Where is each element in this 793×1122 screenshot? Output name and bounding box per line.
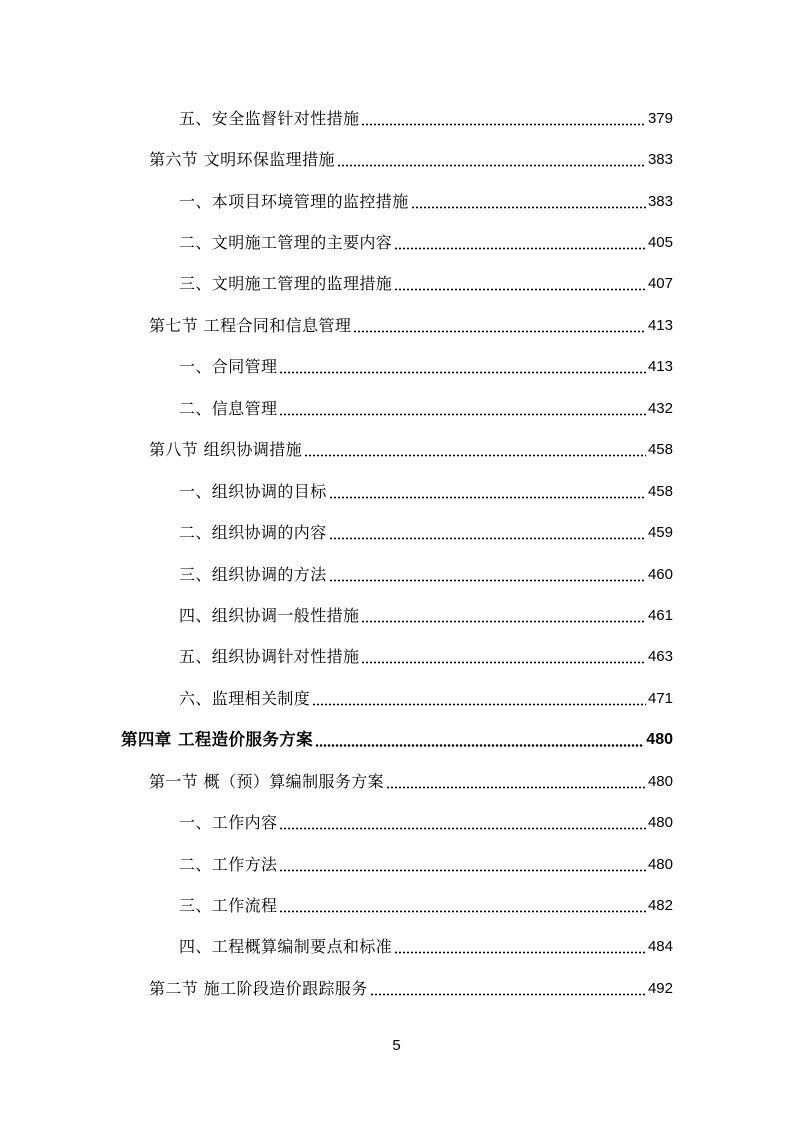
toc-entry-label: 第六节 文明环保监理措施 [149,150,335,170]
toc-entry-label: 第八节 组织协调措施 [149,440,303,460]
toc-entry-label: 六、监理相关制度 [179,688,311,708]
dot-leader [279,855,646,875]
toc-entry-work-process[interactable] [0,885,793,926]
toc-entry-page: 482 [647,897,673,915]
toc-entry-label: 第二节 施工阶段造价跟踪服务 [149,978,368,998]
dot-leader [329,523,646,543]
toc-entry-label: 第一节 概（预）算编制服务方案 [149,771,385,791]
toc-entry-label: 三、工作流程 [179,896,278,916]
toc-entry-label: 三、组织协调的方法 [179,564,327,584]
toc-entry-label: 五、组织协调针对性措施 [179,647,360,667]
toc-entry-page: 484 [647,938,673,956]
toc-entry-page: 463 [647,648,673,666]
toc-entry-page: 461 [647,606,673,624]
toc-entry-label: 三、文明施工管理的监理措施 [179,274,393,294]
toc-entry-page: 492 [647,979,673,997]
toc-entry-section-5-safety-targeted-measures[interactable] [0,98,793,139]
toc-entry-chapter-4[interactable] [0,720,793,761]
toc-entry-section-6[interactable] [0,139,793,180]
dot-leader [329,565,646,585]
toc-entry-label: 五、安全监督针对性措施 [179,108,360,128]
toc-entry-page: 413 [647,358,673,376]
page-number: 5 [392,1037,401,1054]
toc-entry-page: 405 [647,234,673,252]
dot-leader [353,316,646,336]
dot-leader [361,109,646,129]
toc-entry-page: 471 [647,689,673,707]
toc-entry-page: 480 [646,731,673,749]
toc-entry-page: 383 [647,151,673,169]
dot-leader [279,896,646,916]
dot-leader [304,440,646,460]
dot-leader [361,606,646,626]
dot-leader [370,979,646,999]
toc-entry-contract-management[interactable] [0,347,793,388]
dot-leader [386,772,646,792]
toc-entry-page: 413 [647,316,673,334]
dot-leader [394,274,646,294]
toc-entry-label: 第四章 工程造价服务方案 [121,730,314,750]
toc-entry-label: 四、工程概算编制要点和标准 [179,937,393,957]
dot-leader [312,689,646,709]
toc-entry-section-2-cost-tracking[interactable] [0,968,793,1009]
toc-entry-label: 二、组织协调的内容 [179,523,327,543]
toc-entry-page: 459 [647,524,673,542]
toc-entry-page: 458 [647,441,673,459]
toc-entry-page: 432 [647,399,673,417]
dot-leader [279,399,646,419]
toc-entry-page: 379 [647,109,673,127]
dot-leader [337,150,646,170]
toc-entry-environment-control[interactable] [0,181,793,222]
toc-entry-label: 二、工作方法 [179,854,278,874]
toc-entry-coordination-general-measures[interactable] [0,595,793,636]
dot-leader [394,233,646,253]
toc-entry-section-7[interactable] [0,305,793,346]
toc-entry-coordination-methods[interactable] [0,554,793,595]
toc-entry-work-content[interactable] [0,802,793,843]
toc-entry-label: 一、合同管理 [179,357,278,377]
dot-leader [279,357,646,377]
toc-entry-estimate-standards[interactable] [0,927,793,968]
toc-entry-work-methods[interactable] [0,844,793,885]
toc-entry-label: 第七节 工程合同和信息管理 [149,315,352,335]
toc-entry-coordination-targeted-measures[interactable] [0,637,793,678]
dot-leader [329,482,646,502]
toc-entry-page: 458 [647,482,673,500]
toc-entry-page: 480 [647,814,673,832]
toc-entry-label: 一、工作内容 [179,813,278,833]
dot-leader [315,730,644,750]
toc-entry-label: 一、组织协调的目标 [179,481,327,501]
toc-entry-information-management[interactable] [0,388,793,429]
toc-entry-page: 407 [647,275,673,293]
dot-leader [279,813,646,833]
toc-entry-label: 一、本项目环境管理的监控措施 [179,191,409,211]
toc-entry-page: 383 [647,192,673,210]
toc-entry-coordination-goals[interactable] [0,471,793,512]
toc-entry-page: 480 [647,772,673,790]
toc-entry-label: 二、信息管理 [179,398,278,418]
dot-leader [361,647,646,667]
toc-entry-page: 480 [647,855,673,873]
toc-entry-label: 二、文明施工管理的主要内容 [179,233,393,253]
toc-entry-supervision-systems[interactable] [0,678,793,719]
toc-entry-section-1-budget[interactable] [0,761,793,802]
toc-entry-label: 四、组织协调一般性措施 [179,605,360,625]
dot-leader [411,192,646,212]
toc-entry-civilized-construction-supervision[interactable] [0,264,793,305]
table-of-contents [0,98,793,1010]
toc-entry-coordination-content[interactable] [0,512,793,553]
toc-entry-section-8[interactable] [0,430,793,471]
toc-entry-page: 460 [647,565,673,583]
dot-leader [394,937,646,957]
toc-entry-civilized-construction-content[interactable] [0,222,793,263]
